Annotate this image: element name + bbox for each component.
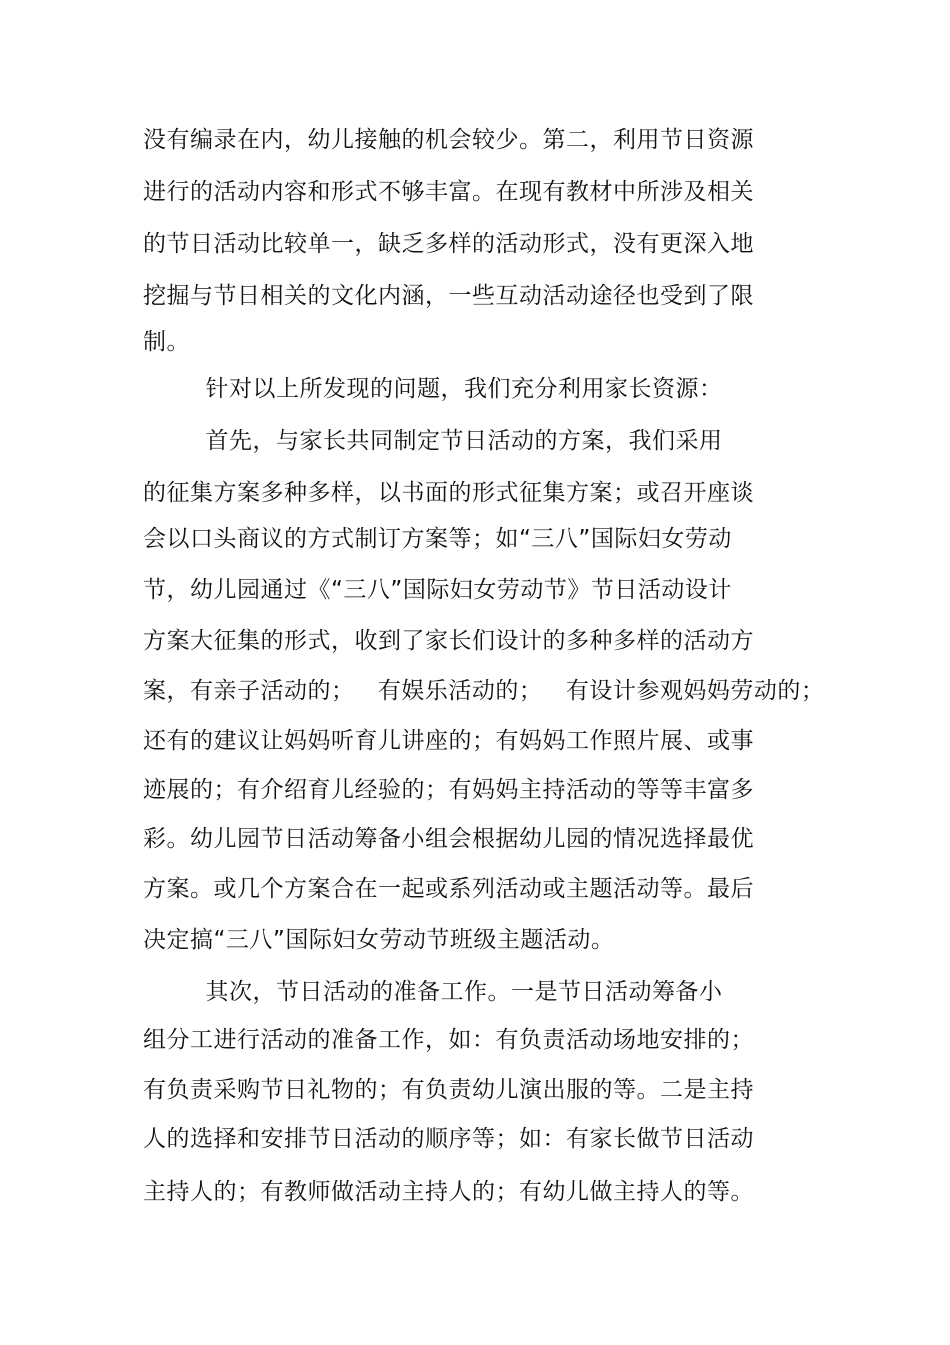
text-line: 进行的活动内容和形式不够丰富。在现有教材中所涉及相关 xyxy=(143,179,754,205)
text-line: 会以口头商议的方式制订方案等；如“三八”国际妇女劳动 xyxy=(143,526,732,552)
text-line: 迹展的；有介绍育儿经验的；有妈妈主持活动的等等丰富多 xyxy=(143,777,754,803)
text-line: 还有的建议让妈妈听育儿讲座的；有妈妈工作照片展、或事 xyxy=(143,728,754,754)
text-line: 彩。幼儿园节日活动筹备小组会根据幼儿园的情况选择最优 xyxy=(143,826,754,852)
text-line: 的征集方案多种多样，以书面的形式征集方案；或召开座谈 xyxy=(143,480,754,506)
text-line: 节，幼儿园通过《“三八”国际妇女劳动节》节日活动设计 xyxy=(143,577,732,603)
text-line: 其次，节日活动的准备工作。一是节日活动筹备小 xyxy=(143,979,723,1005)
text-line: 主持人的；有教师做活动主持人的；有幼儿做主持人的等。 xyxy=(143,1179,754,1205)
text-line: 组分工进行活动的准备工作，如：有负责活动场地安排的； xyxy=(143,1027,754,1053)
text-line: 制。 xyxy=(143,329,190,355)
text-line: 挖掘与节日相关的文化内涵，一些互动活动途径也受到了限 xyxy=(143,283,754,309)
text-line: 方案。或几个方案合在一起或系列活动或主题活动等。最后 xyxy=(143,876,754,902)
text-line: 人的选择和安排节日活动的顺序等；如：有家长做节日活动 xyxy=(143,1126,754,1152)
text-line: 案，有亲子活动的； 有娱乐活动的； 有设计参观妈妈劳动的； xyxy=(143,678,825,704)
text-line: 针对以上所发现的问题，我们充分利用家长资源： xyxy=(143,376,723,402)
text-line: 首先，与家长共同制定节日活动的方案，我们采用 xyxy=(143,428,723,454)
text-line: 决定搞“三八”国际妇女劳动节班级主题活动。 xyxy=(143,927,615,953)
text-line: 的节日活动比较单一，缺乏多样的活动形式，没有更深入地 xyxy=(143,231,754,257)
text-line: 没有编录在内，幼儿接触的机会较少。第二，利用节日资源 xyxy=(143,127,754,153)
text-line: 方案大征集的形式，收到了家长们设计的多种多样的活动方 xyxy=(143,628,754,654)
text-line: 有负责采购节日礼物的；有负责幼儿演出服的等。二是主持 xyxy=(143,1077,754,1103)
